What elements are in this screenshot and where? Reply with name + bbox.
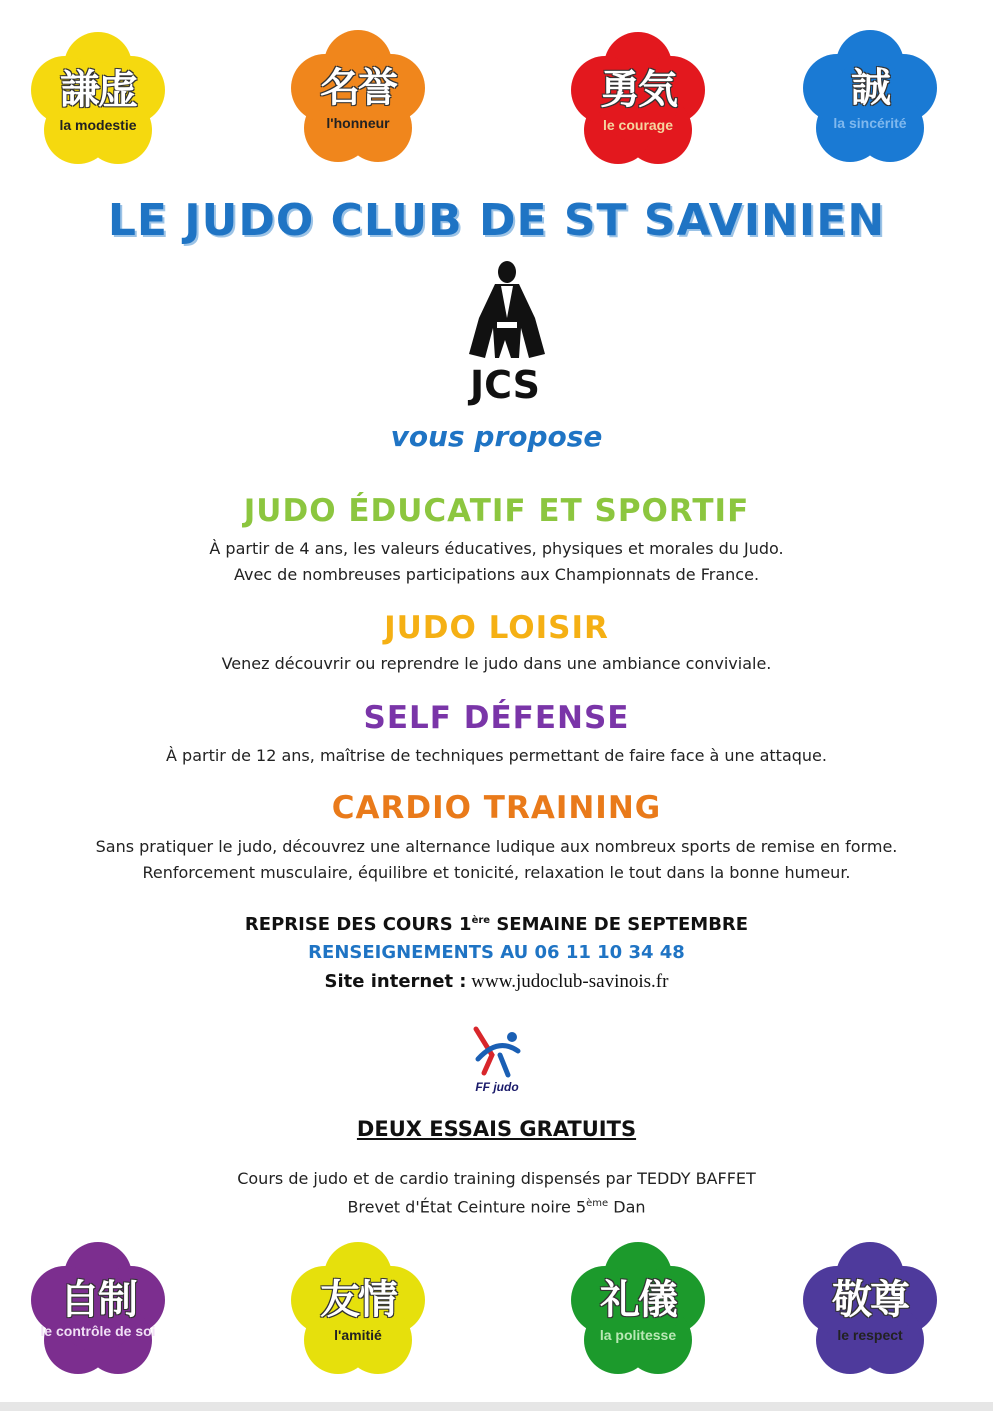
value-flower-respect [800, 1240, 940, 1380]
value-label: le contrôle de soi [40, 1323, 156, 1339]
website-label: Site internet : [324, 971, 467, 992]
kanji: 自制 [60, 1276, 136, 1323]
value-label: l'honneur [326, 115, 390, 131]
judoka-logo-icon [455, 258, 555, 408]
free-trials-heading: DEUX ESSAIS GRATUITS [356, 1117, 637, 1141]
kanji: 名誉 [320, 64, 396, 111]
website-url[interactable]: www.judoclub-savinois.fr [466, 971, 669, 992]
instructor-line: Cours de judo et de cardio training dispensés par TEDDY BAFFET [237, 1169, 756, 1188]
propose-subtitle: vous propose [390, 420, 603, 453]
brevet-after: Dan [608, 1197, 646, 1217]
reprise-before: REPRISE DES COURS 1 [244, 914, 472, 935]
brevet-line [0, 1191, 993, 1220]
ff-judo-logo [462, 1015, 532, 1097]
kanji: 誠 [851, 64, 889, 111]
page-bottom-edge [0, 1402, 993, 1411]
section-text-line: À partir de 4 ans, les valeurs éducatives, physiques et morales du Judo. [209, 539, 784, 558]
value-label: le courage [602, 117, 674, 133]
value-flower-politesse [568, 1240, 708, 1380]
value-label: le respect [837, 1327, 903, 1343]
value-flower-courage [568, 30, 708, 170]
section-text-line: Sans pratiquer le judo, découvrez une alternance ludique aux nombreux sports de remise en forme. [95, 837, 898, 856]
ff-judo-emblem-icon [462, 1015, 532, 1097]
reprise-line [0, 914, 993, 935]
value-flower-sincerite [800, 28, 940, 168]
svg-text:JCS: JCS [469, 363, 541, 407]
jcs-logo [455, 258, 555, 408]
value-label: l'amitié [334, 1327, 382, 1343]
section-text-line: Avec de nombreuses participations aux Championnats de France. [233, 565, 760, 584]
value-flower-controle-de-soi [28, 1240, 168, 1380]
section-heading-self-defense: SELF DÉFENSE [363, 700, 630, 736]
section-heading-cardio-training: CARDIO TRAINING [331, 790, 662, 826]
renseignements-phone: RENSEIGNEMENTS AU 06 11 10 34 48 [308, 942, 685, 963]
value-label: la politesse [599, 1327, 677, 1343]
kanji: 敬尊 [832, 1276, 908, 1323]
svg-text:FF judo: FF judo [475, 1080, 519, 1094]
value-flower-amitie [288, 1240, 428, 1380]
kanji: 友情 [320, 1276, 396, 1323]
section-text-line: Renforcement musculaire, équilibre et tonicité, relaxation le tout dans la bonne humeur. [142, 863, 851, 882]
section-text-line: Venez découvrir ou reprendre le judo dans une ambiance conviviale. [221, 654, 772, 673]
section-heading-judo-loisir: JUDO LOISIR [384, 610, 609, 646]
value-label: la modestie [59, 117, 137, 133]
kanji: 謙虚 [60, 66, 136, 113]
brevet-before: Brevet d'État Ceinture noire 5 [347, 1197, 587, 1217]
section-text-line: À partir de 12 ans, maîtrise de techniques permettant de faire face à une attaque. [166, 746, 827, 765]
brevet-sup: ème [586, 1198, 609, 1209]
value-flower-modestie [28, 30, 168, 170]
value-flower-honneur [288, 28, 428, 168]
website-line [0, 971, 993, 993]
kanji: 礼儀 [600, 1276, 676, 1323]
section-heading-judo-educatif: JUDO ÉDUCATIF ET SPORTIF [243, 493, 750, 529]
kanji: 勇気 [600, 66, 676, 113]
value-label: la sincérité [833, 115, 907, 131]
reprise-sup: ère [471, 915, 491, 926]
club-title: LE JUDO CLUB DE ST SAVINIEN [107, 195, 886, 246]
reprise-after: SEMAINE DE SEPTEMBRE [490, 914, 749, 935]
